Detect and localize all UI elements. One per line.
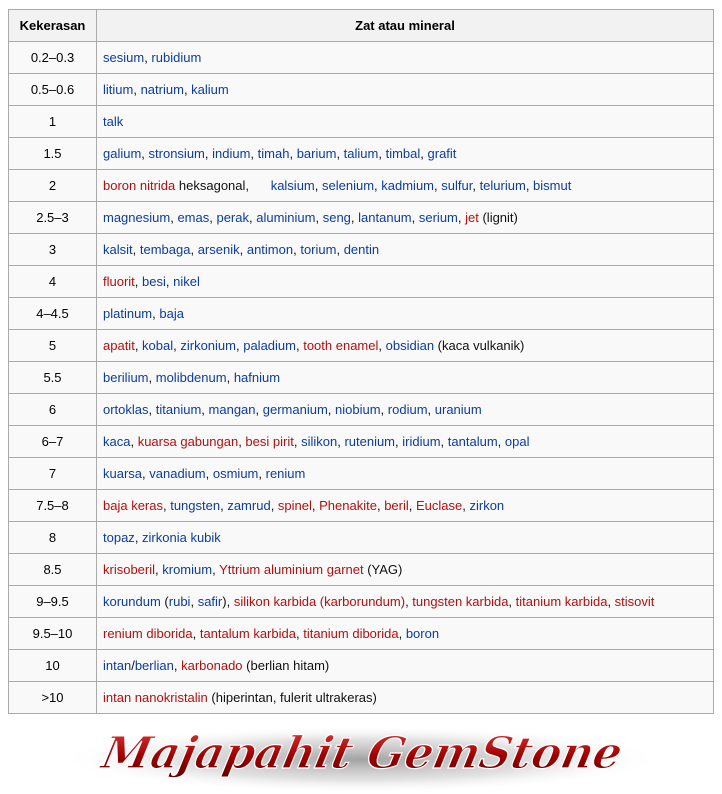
substance-link[interactable]: kaca [103,434,131,449]
substance-redlink[interactable]: Phenakite [319,498,377,513]
substance-link[interactable]: seng [322,210,351,225]
hardness-cell: 4–4.5 [9,298,97,330]
substance-cell [97,426,714,458]
substance-link[interactable]: rutenium [344,434,396,449]
substance-text: ), [222,594,234,609]
substance-text: , [173,658,182,673]
hardness-cell: 10 [9,650,97,682]
hardness-table [8,9,714,714]
substance-link[interactable]: paladium [243,338,296,353]
substance-text: (kaca vulkanik) [434,338,525,353]
substance-link[interactable]: barium [296,146,337,161]
substance-link[interactable]: magnesium [103,210,171,225]
substance-text: , [130,434,138,449]
table-row [9,618,714,650]
hardness-cell: 0.2–0.3 [9,42,97,74]
substance-redlink[interactable]: titanium karbida [515,594,608,609]
substance-link[interactable]: litium [103,82,134,97]
substance-link[interactable]: molibdenum [155,370,227,385]
table-row [9,586,714,618]
substance-text: , [134,338,143,353]
substance-text: , [226,370,234,385]
substance-text: , [148,370,156,385]
substance-cell [97,650,714,682]
substance-text: , [141,146,149,161]
table-row [9,298,714,330]
table-row [9,202,714,234]
table-header-row [9,10,714,42]
hardness-cell: >10 [9,682,97,714]
substance-link[interactable]: opal [504,434,530,449]
substance-text: , [205,466,213,481]
substance-link[interactable]: titanium [155,402,202,417]
substance-cell [97,74,714,106]
substance-cell [97,458,714,490]
substance-text: , [420,146,428,161]
substance-text: , [134,530,143,545]
substance-link[interactable]: baja [159,306,184,321]
substance-link[interactable]: besi [142,274,166,289]
substance-text: , [255,402,263,417]
substance-text: (lignit) [478,210,518,225]
substance-text: (YAG) [363,562,403,577]
substance-text: , [165,274,174,289]
substance-link[interactable]: arsenik [197,242,240,257]
substance-link[interactable]: germanium [262,402,328,417]
substance-link[interactable]: intan [103,658,132,673]
substance-link[interactable]: serium [418,210,458,225]
substance-text: , [190,594,198,609]
substance-text: , [270,498,278,513]
substance-text: , [337,434,345,449]
substance-text: , [238,434,246,449]
substance-cell [97,266,714,298]
table-row [9,490,714,522]
substance-link[interactable]: perak [216,210,249,225]
substance-text: , [144,50,152,65]
substance-link[interactable]: natrium [140,82,184,97]
substance-redlink[interactable]: tantalum karbida [199,626,296,641]
substance-link[interactable]: grafit [427,146,457,161]
substance-link[interactable]: uranium [434,402,482,417]
substance-redlink[interactable]: Euclase [416,498,463,513]
substance-redlink[interactable]: intan nanokristalin [103,690,208,705]
substance-text: , [289,146,297,161]
table-row [9,554,714,586]
substance-text: / [131,658,135,673]
substance-text: , [235,338,244,353]
hardness-cell: 1 [9,106,97,138]
table-row [9,394,714,426]
substance-text: , [155,562,163,577]
table-row [9,522,714,554]
table-row [9,74,714,106]
substance-cell [97,330,714,362]
substance-redlink[interactable]: renium diborida [103,626,193,641]
substance-link[interactable]: rubi [168,594,191,609]
substance-cell [97,106,714,138]
substance-redlink[interactable]: jet [465,210,479,225]
substance-link[interactable]: berilium [103,370,149,385]
substance-text: , [327,402,336,417]
hardness-cell: 9.5–10 [9,618,97,650]
substance-link[interactable]: kadmium [381,178,435,193]
substance-link[interactable]: topaz [103,530,135,545]
substance-link[interactable]: aluminium [256,210,316,225]
substance-redlink[interactable]: boron nitrida [103,178,176,193]
substance-text: , [314,178,322,193]
substance-text: , [212,562,220,577]
substance-text: , [408,498,416,513]
substance-link[interactable]: kalsit [103,242,133,257]
substance-link[interactable]: iridium [402,434,441,449]
substance-link[interactable]: talium [343,146,379,161]
substance-link[interactable]: antimon [246,242,294,257]
substance-link[interactable]: timbal [385,146,421,161]
substance-text: , [295,626,304,641]
substance-text: , [440,434,448,449]
substance-text: , [132,242,140,257]
substance-text: , [173,338,181,353]
hardness-cell: 7 [9,458,97,490]
substance-text: , [336,242,344,257]
substance-redlink[interactable]: krisoberil [103,562,156,577]
substance-link[interactable]: platinum [103,306,153,321]
table-body [9,42,714,714]
substance-link[interactable]: galium [103,146,142,161]
hardness-cell: 9–9.5 [9,586,97,618]
hardness-cell: 4 [9,266,97,298]
table-row [9,42,714,74]
substance-link[interactable]: kuarsa [103,466,143,481]
substance-link[interactable]: silikon [301,434,338,449]
hardness-cell: 8.5 [9,554,97,586]
substance-text: , [497,434,505,449]
substance-redlink[interactable]: tooth enamel [303,338,379,353]
substance-link[interactable]: rodium [387,402,428,417]
hardness-cell: 5.5 [9,362,97,394]
substance-text: , [378,146,386,161]
substance-link[interactable]: tembaga [139,242,191,257]
substance-link[interactable]: kromium [162,562,213,577]
hardness-cell: 8 [9,522,97,554]
substance-link[interactable]: selenium [322,178,375,193]
substance-text: , [170,210,178,225]
substance-text: , [183,82,192,97]
substance-link[interactable]: zamrud [227,498,271,513]
substance-link[interactable]: stronsium [148,146,205,161]
table-row [9,362,714,394]
substance-redlink[interactable]: titanium diborida [303,626,399,641]
substance-text: , [293,434,302,449]
substance-redlink[interactable]: spinel [277,498,312,513]
substance-text: , [293,242,301,257]
table-row [9,682,714,714]
substance-link[interactable]: hafnium [233,370,281,385]
substance-link[interactable]: torium [300,242,337,257]
column-header-hardness: Kekerasan [9,10,97,42]
hardness-cell: 2 [9,170,97,202]
majapahit-gemstone-logo [0,712,722,794]
substance-redlink[interactable]: fluorit [103,274,135,289]
substance-cell [97,394,714,426]
hardness-cell: 2.5–3 [9,202,97,234]
hardness-cell: 7.5–8 [9,490,97,522]
substance-text: , [411,210,419,225]
substance-text: , [405,594,413,609]
substance-redlink[interactable]: apatit [103,338,135,353]
substance-text: , [434,178,442,193]
substance-link[interactable]: zirkonium [180,338,236,353]
substance-redlink[interactable]: stisovit [614,594,655,609]
substance-redlink[interactable]: tungsten karbida [412,594,509,609]
substance-link[interactable]: telurium [479,178,526,193]
substance-redlink[interactable]: Yttrium aluminium garnet [219,562,364,577]
substance-text: , [249,210,257,225]
substance-link[interactable]: osmium [212,466,259,481]
table-row [9,458,714,490]
column-header-substance: Zat atau mineral [97,10,714,42]
substance-link[interactable]: renium [265,466,306,481]
substance-text: , [462,498,470,513]
substance-link[interactable]: rubidium [151,50,202,65]
hardness-cell: 0.5–0.6 [9,74,97,106]
substance-text: , [250,146,258,161]
substance-cell [97,42,714,74]
table-row [9,106,714,138]
substance-text: , [134,274,143,289]
substance-text: , [192,626,200,641]
substance-text: , [508,594,516,609]
substance-link[interactable]: sesium [103,50,145,65]
substance-link[interactable]: ortoklas [103,402,149,417]
table-row [9,138,714,170]
substance-text: , [472,178,480,193]
substance-link[interactable]: berlian [134,658,174,673]
substance-text: , [378,338,386,353]
substance-link[interactable]: indium [212,146,251,161]
substance-link[interactable]: kalsium [270,178,315,193]
substance-link[interactable]: timah [257,146,290,161]
hardness-cell: 5 [9,330,97,362]
substance-text: , [162,498,171,513]
substance-text: ( [160,594,169,609]
hardness-cell: 6 [9,394,97,426]
table-row [9,426,714,458]
substance-link[interactable]: mangan [208,402,256,417]
substance-text: , [380,402,388,417]
table-row [9,266,714,298]
substance-link[interactable]: talk [103,114,124,129]
table-row [9,234,714,266]
substance-text: , [152,306,160,321]
substance-cell [97,682,714,714]
substance-link[interactable]: zirkonia kubik [142,530,221,545]
substance-cell [97,490,714,522]
substance-text: , [204,146,213,161]
substance-link[interactable]: tantalum [447,434,498,449]
substance-text: , [209,210,217,225]
table-row [9,650,714,682]
substance-text: , [220,498,228,513]
hardness-cell: 1.5 [9,138,97,170]
substance-text: , [398,626,406,641]
substance-text: , [258,466,266,481]
substance-link[interactable]: safir [197,594,223,609]
substance-cell [97,362,714,394]
hardness-cell: 3 [9,234,97,266]
substance-text: , [395,434,403,449]
substance-link[interactable]: lantanum [358,210,412,225]
substance-text: , [239,242,247,257]
substance-cell [97,202,714,234]
substance-link[interactable]: zirkon [469,498,505,513]
substance-link[interactable]: korundum [103,594,161,609]
substance-text: , [374,178,382,193]
substance-text: , [311,498,320,513]
substance-cell [97,170,714,202]
substance-cell [97,522,714,554]
substance-text: heksagonal, [175,178,271,193]
substance-link[interactable]: dentin [343,242,380,257]
substance-redlink[interactable]: baja keras [103,498,163,513]
table-row [9,170,714,202]
substance-text: , [315,210,323,225]
substance-link[interactable]: emas [177,210,210,225]
substance-text: , [457,210,466,225]
substance-text: , [525,178,534,193]
substance-link[interactable]: obsidian [385,338,435,353]
substance-redlink[interactable]: silikon karbida (karborundum) [233,594,406,609]
substance-text: , [190,242,198,257]
substance-link[interactable]: kalium [191,82,229,97]
substance-text: , [427,402,435,417]
substance-text: , [295,338,304,353]
substance-redlink[interactable]: besi pirit [245,434,294,449]
substance-link[interactable]: boron [405,626,440,641]
substance-text: , [148,402,156,417]
substance-link[interactable]: sulfur [441,178,473,193]
substance-cell [97,298,714,330]
hardness-cell: 6–7 [9,426,97,458]
substance-link[interactable]: vanadium [149,466,206,481]
substance-text: (hiperintan, fulerit ultrakeras) [207,690,377,705]
substance-text: , [607,594,615,609]
substance-link[interactable]: bismut [533,178,572,193]
substance-redlink[interactable]: karbonado [181,658,243,673]
substance-text: , [133,82,141,97]
substance-link[interactable]: tungsten [170,498,221,513]
substance-cell [97,586,714,618]
table-row [9,330,714,362]
logo-text: Majapahit GemStone [97,727,628,779]
substance-link[interactable]: niobium [335,402,381,417]
substance-cell [97,234,714,266]
substance-text: , [376,498,385,513]
substance-text: , [201,402,209,417]
substance-text: , [142,466,150,481]
substance-link[interactable]: kobal [142,338,174,353]
substance-cell [97,554,714,586]
substance-cell [97,618,714,650]
substance-link[interactable]: nikel [173,274,200,289]
substance-text: (berlian hitam) [242,658,330,673]
substance-cell [97,138,714,170]
substance-text: , [350,210,359,225]
substance-redlink[interactable]: kuarsa gabungan [137,434,239,449]
substance-redlink[interactable]: beril [384,498,409,513]
substance-text: , [336,146,344,161]
